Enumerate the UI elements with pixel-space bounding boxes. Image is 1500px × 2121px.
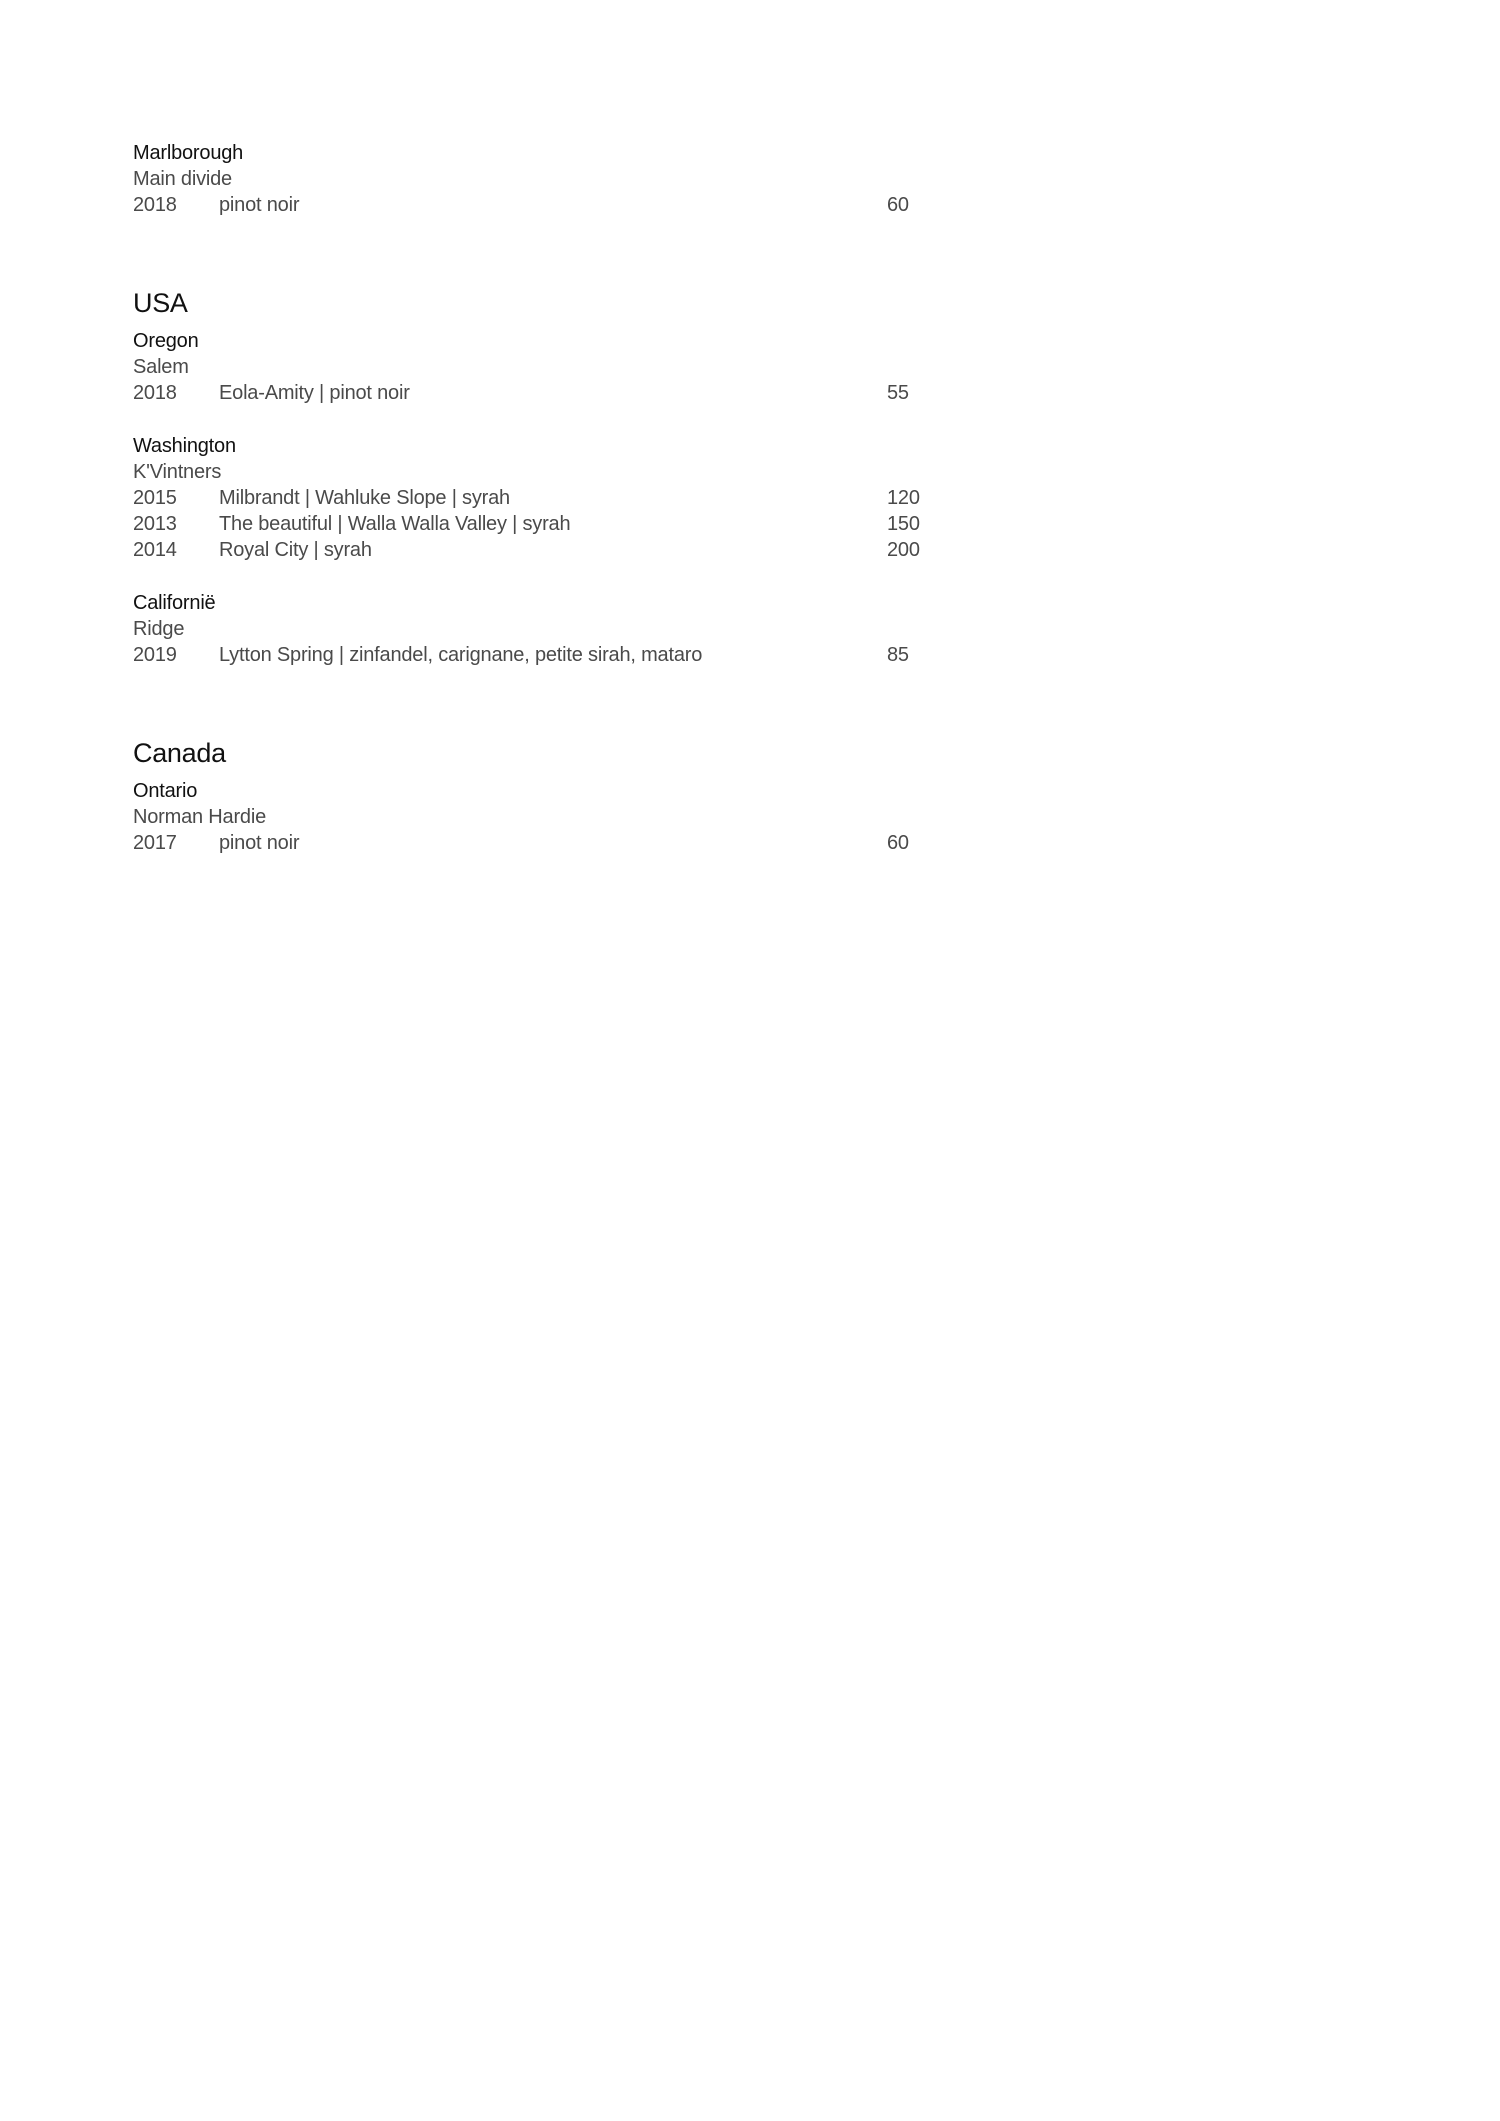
region-name: Ontario: [133, 780, 198, 802]
wine-description: The beautiful | Walla Walla Valley | syrah: [219, 513, 571, 535]
wine-year: 2017: [133, 832, 177, 854]
wine-price: 200: [887, 539, 920, 561]
wine-year: 2018: [133, 194, 177, 216]
region-name: Californië: [133, 592, 216, 614]
wine-row: [133, 380, 933, 406]
producer-name: K'Vintners: [133, 461, 222, 483]
country-heading: USA: [133, 288, 188, 318]
producer-name: Salem: [133, 356, 189, 378]
region-name: Oregon: [133, 330, 199, 352]
producer-name: Ridge: [133, 618, 185, 640]
producer-name: Main divide: [133, 168, 232, 190]
wine-row: [133, 642, 933, 668]
wine-description: Royal City | syrah: [219, 539, 372, 561]
region-oregon: [133, 328, 933, 406]
region-ontario: [133, 778, 933, 856]
wine-price: 85: [887, 644, 909, 666]
section-usa: [133, 286, 933, 668]
wine-row: [133, 830, 933, 856]
region-marlborough: [133, 140, 933, 218]
wine-price: 150: [887, 513, 920, 535]
wine-description: Eola-Amity | pinot noir: [219, 382, 410, 404]
wine-price: 120: [887, 487, 920, 509]
wine-row: [133, 192, 933, 218]
region-name: Marlborough: [133, 142, 244, 164]
wine-row: [133, 485, 933, 511]
wine-year: 2013: [133, 513, 177, 535]
wine-description: Milbrandt | Wahluke Slope | syrah: [219, 487, 510, 509]
wine-description: pinot noir: [219, 194, 300, 216]
wine-row: [133, 511, 933, 537]
wine-price: 60: [887, 194, 909, 216]
wine-price: 60: [887, 832, 909, 854]
region-california: [133, 590, 933, 668]
region-name: Washington: [133, 435, 236, 457]
section-new-zealand-continued: [133, 140, 933, 218]
region-washington: [133, 433, 933, 563]
wine-description: pinot noir: [219, 832, 300, 854]
wine-list-page: [133, 140, 933, 856]
country-heading: Canada: [133, 738, 226, 768]
wine-year: 2019: [133, 644, 177, 666]
producer-name: Norman Hardie: [133, 806, 267, 828]
wine-year: 2015: [133, 487, 177, 509]
wine-year: 2018: [133, 382, 177, 404]
wine-year: 2014: [133, 539, 177, 561]
wine-row: [133, 537, 933, 563]
wine-description: Lytton Spring | zinfandel, carignane, petite sirah, mataro: [219, 644, 703, 666]
section-canada: [133, 736, 933, 856]
wine-price: 55: [887, 382, 909, 404]
